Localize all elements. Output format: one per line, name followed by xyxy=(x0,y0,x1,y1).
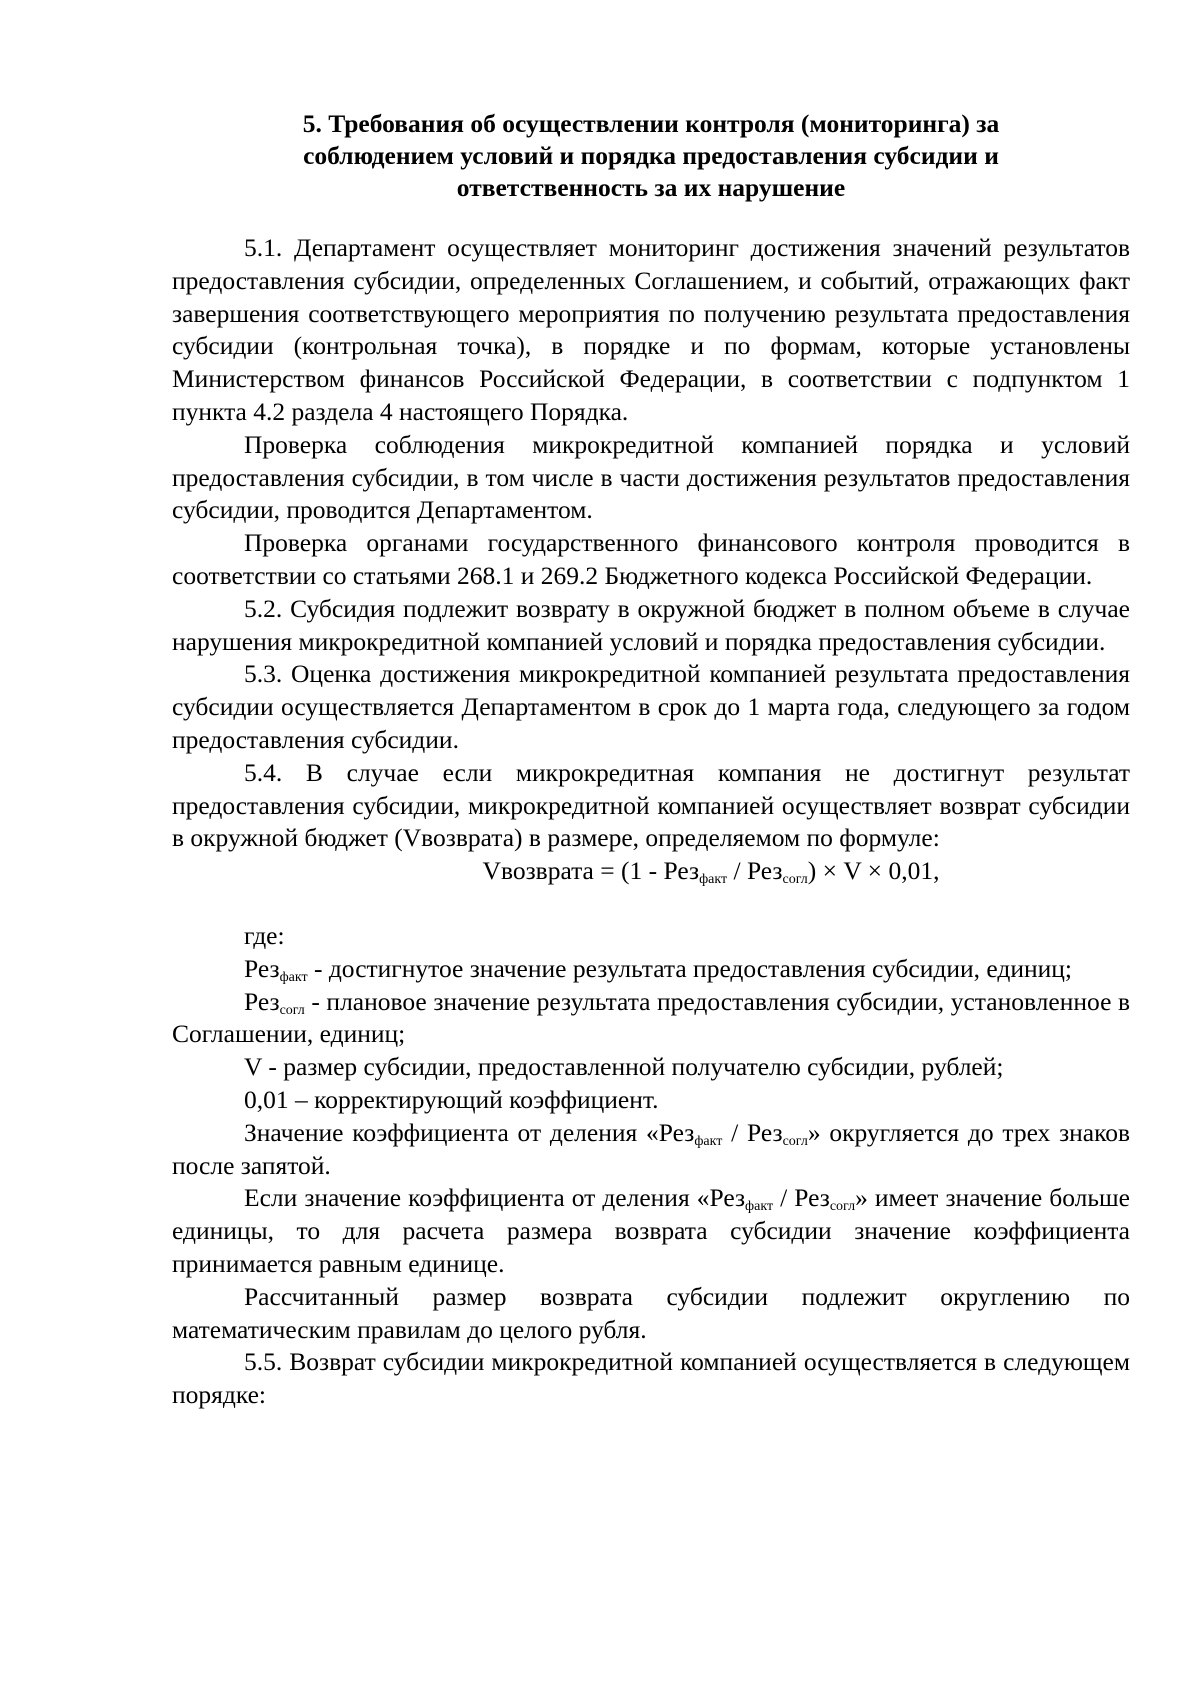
paragraph-round-ruble: Рассчитанный размер возврата субсидии подлежит округлению по математическим правилам до целого рубля. xyxy=(172,1281,1130,1344)
return-formula xyxy=(292,855,1130,888)
paragraph-5-5: 5.5. Возврат субсидии микрокредитной компанией осуществляется в следующем порядке: xyxy=(172,1347,1130,1410)
text-part: Если значение коэффициента от деления « xyxy=(244,1183,710,1213)
paragraph-5-1: 5.1. Департамент осуществляет мониторинг достижения значений результатов предоставления субсидии, определенных Соглашением, и событий, отражающих факт завершения соответствующего мероприятия по получению результата предоставления субсидии (контрольная точка), в порядке и по формам, которые установлены Министерством финансов Российской Федерации, в соответствии с подпунктом 1 пункта 4.2 раздела 4 настоящего Порядка. xyxy=(172,233,1130,426)
slash: / xyxy=(773,1183,795,1213)
rez-label: Рез xyxy=(244,986,280,1016)
rez-label: Рез xyxy=(747,1117,783,1147)
paragraph-coefficient-cap xyxy=(172,1182,1130,1280)
definition-v: V - размер субсидии, предоставленной получателю субсидии, рублей; xyxy=(244,1052,1004,1082)
formula-rez-1: Рез xyxy=(663,856,700,886)
text-part: Значение коэффициента от деления « xyxy=(244,1117,659,1147)
spacer xyxy=(172,888,1130,920)
definition-text: - достигнутое значение результата предоставления субсидии, единиц; xyxy=(307,953,1073,983)
rez-sub-fact: факт xyxy=(745,1199,774,1215)
rez-label: Рез xyxy=(658,1117,695,1147)
slash: / xyxy=(722,1117,748,1147)
formula-sub-fact: факт xyxy=(699,872,728,888)
heading-line-2: соблюдением условий и порядка предоставления субсидии и xyxy=(303,141,999,170)
paragraph-rounding xyxy=(172,1117,1130,1183)
heading-line-1: 5. Требования об осуществлении контроля (мониторинга) за xyxy=(302,109,1000,138)
where-label: где: xyxy=(244,920,285,950)
text-part: » округляется до трех знаков после запятой. xyxy=(172,1117,1130,1180)
formula-slash: / xyxy=(727,856,747,886)
formula-sub-sogl: согл xyxy=(782,872,808,888)
document-page xyxy=(172,108,1130,1412)
rez-label: Рез xyxy=(709,1183,746,1213)
definition-text: - плановое значение результата предоставления субсидии, установленное в Соглашении, единиц; xyxy=(172,986,1130,1049)
rez-sub-sogl: согл xyxy=(279,1002,305,1018)
paragraph-5-4: 5.4. В случае если микрокредитная компания не достигнут результат предоставления субсидии, микрокредитной компанией осуществляет возврат субсидии в окружной бюджет (Vвозврата) в размере, определяемом по формуле: xyxy=(172,757,1130,853)
formula-rhs: ) × V × 0,01, xyxy=(807,856,940,886)
definition-rez-fact xyxy=(172,953,1130,986)
paragraph-5-3: 5.3. Оценка достижения микрокредитной компанией результата предоставления субсидии осуществляется Департаментом в срок до 1 марта года, следующего за годом предоставления субсидии. xyxy=(172,659,1130,754)
rez-label: Рез xyxy=(244,953,280,983)
rez-label: Рез xyxy=(794,1183,830,1213)
formula-lhs: Vвозврата = (1 - xyxy=(482,856,664,886)
rez-sub-sogl: согл xyxy=(829,1199,856,1215)
definition-rez-sogl xyxy=(172,986,1130,1052)
paragraph-state-control: Проверка органами государственного финансового контроля проводится в соответствии со статьями 268.1 и 269.2 Бюджетного кодекса Российской Федерации. xyxy=(172,528,1130,590)
section-heading xyxy=(172,108,1130,204)
rez-sub-sogl: согл xyxy=(782,1133,808,1149)
rez-sub-fact: факт xyxy=(279,969,308,985)
heading-line-3: ответственность за их нарушение xyxy=(456,173,846,202)
rez-sub-fact: факт xyxy=(694,1133,723,1149)
text-part: » имеет значение больше единицы, то для расчета размера возврата субсидии значение коэффициента принимается равным единице. xyxy=(172,1183,1130,1278)
paragraph-check-compliance: Проверка соблюдения микрокредитной компанией порядка и условий предоставления субсидии, в том числе в части достижения результатов предоставления субсидии, проводится Департаментом. xyxy=(172,429,1130,525)
paragraph-5-2: 5.2. Субсидия подлежит возврату в окружной бюджет в полном объеме в случае нарушения микрокредитной компанией условий и порядка предоставления субсидии. xyxy=(172,593,1130,656)
formula-rez-2: Рез xyxy=(746,856,783,886)
definition-coefficient: 0,01 – корректирующий коэффициент. xyxy=(244,1084,659,1114)
